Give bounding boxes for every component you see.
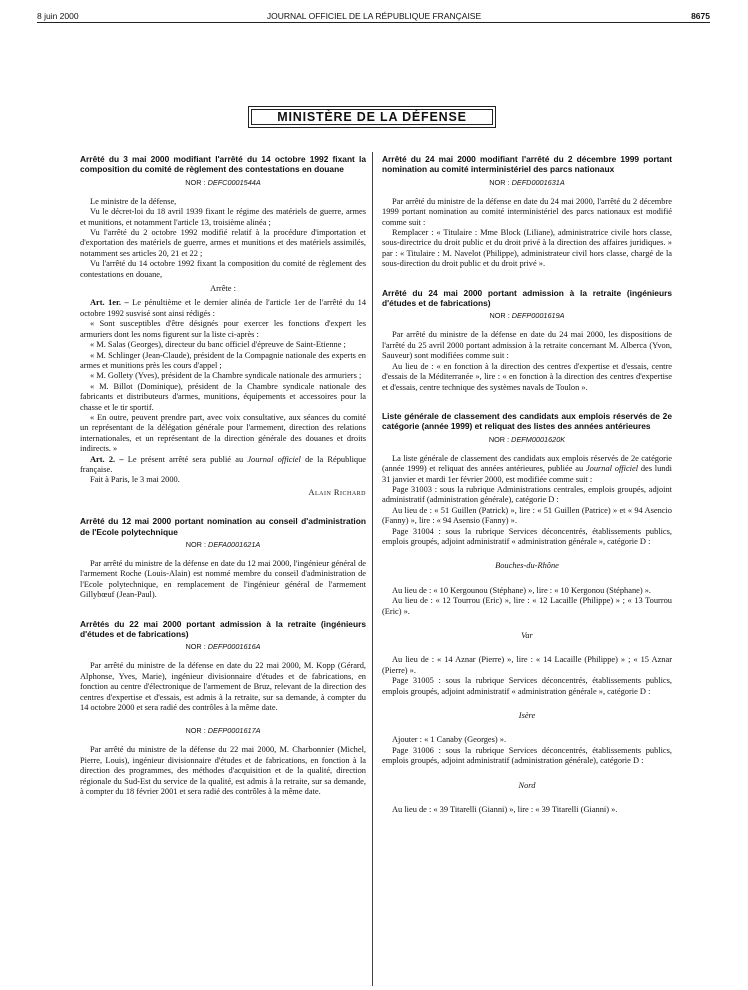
paragraph: Par arrêté du ministre de la défense en date du 24 mai 2000, les dispositions de l'arrêté du 25 avril 2000 portant admission à la retraite concernant M. Alberca (Yvon, Sauveur) sont modifiées comme suit : — [382, 330, 672, 361]
region-heading: Bouches-du-Rhône — [495, 561, 559, 571]
quote-paragraph: « En outre, peuvent prendre part, avec voix consultative, aux séances du comité un représentant de la délégation générale pour l'armement, direction des relations internationales, et un représentant de la direction générale des douanes et droits indirects. » — [80, 412, 366, 454]
paragraph: Page 31003 : sous la rubrique Administrations centrales, emplois groupés, adjoint administratif (administration générale), catégorie D : — [382, 484, 672, 505]
article-title: Arrêté du 12 mai 2000 portant nomination au conseil d'administration de l'Ecole polytechnique — [80, 516, 366, 537]
article-title: Arrêtés du 22 mai 2000 portant admission à la retraite (ingénieurs d'études et de fabrications) — [80, 618, 366, 640]
column-divider — [372, 152, 373, 986]
article-title: Arrêté du 24 mai 2000 modifiant l'arrêté du 2 décembre 1999 portant nomination au comité interministériel des parcs nationaux — [382, 154, 672, 175]
signature: Alain Richard — [308, 487, 366, 497]
paragraph: Page 31005 : sous la rubrique Services déconcentrés, établissements publics, emplois groupés, adjoint administratif « administration générale », catégorie D : — [382, 676, 672, 696]
paragraph: Au lieu de : « 14 Aznar (Pierre) », lire : « 14 Lacaille (Philippe) » ; « 15 Aznar (Pierre) ». — [382, 655, 672, 675]
quote-paragraph: « M. Salas (Georges), directeur du banc officiel d'épreuve de Saint-Etienne ; — [90, 340, 346, 350]
paragraph: Page 31006 : sous la rubrique Services déconcentrés, établissements publics, emplois groupés, adjoint administratif (administration générale), catégorie D : — [382, 745, 672, 766]
paragraph: Au lieu de : « 10 Kergounou (Stéphane) », lire : « 10 Kergonou (Stéphane) ». — [392, 585, 652, 595]
region-heading: Isère — [518, 711, 536, 721]
quote-paragraph: « M. Gollety (Yves), président de la Chambre syndicale nationale des armuriers ; — [90, 371, 362, 381]
paragraph: Vu l'arrêté du 14 octobre 1992 fixant la composition du comité de règlement des contestations en douane, — [80, 259, 366, 279]
paragraph: Par arrêté du ministre de la défense en date du 12 mai 2000, l'ingénieur général de l'armement Roche (Louis-Alain) est nommé membre du conseil d'administration de l'Ecole polytechnique, en remplacement de l'ingénieur général de l'armement Gillybœuf (Jean-Paul). — [80, 559, 366, 600]
header-date: 8 juin 2000 — [37, 11, 79, 21]
header-rule — [37, 22, 710, 23]
nor-reference: NOR : DEFP0001619A — [489, 311, 565, 321]
nor-reference: NOR : DEFD0001631A — [489, 177, 565, 187]
nor-reference: NOR : DEFP0001616A — [185, 642, 261, 652]
paragraph: Au lieu de : « 12 Tourrou (Eric) », lire : « 12 Lacaille (Philippe) » ; « 13 Tourrou (Eric) ». — [382, 596, 672, 616]
nor-reference: NOR : DEFA0001621A — [185, 540, 261, 549]
paragraph: Le ministre de la défense, — [90, 196, 177, 206]
right-column — [382, 154, 672, 984]
paragraph: Par arrêté du ministre de la défense en date du 22 mai 2000, M. Kopp (Gérard, Alphonse, Yves, Marie), ingénieur divisionnaire d'études et de fabrications, en fonction au centre d'électronique de l'armement de Bruz, relevant de la direction des centres d'expertise et d'essais, est admis à la retraite, sur sa demande, à compter du 14 octobre 2000 et sera radié des contrôles à la même date. — [80, 661, 366, 713]
paragraph: Par arrêté du ministre de la défense du 22 mai 2000, M. Charbonnier (Michel, Pierre, Louis), ingénieur divisionnaire d'études et de fabrications, en fonction à la direction des programmes, des méthodes d'acquisition et de la qualité, direction régionale du Sud-Est du service de la qualité, est admis à la retraite, sur sa demande, à compter du 18 février 2001 et sera radié des contrôles à la même date. — [80, 745, 366, 797]
paragraph: Vu le décret-loi du 18 avril 1939 fixant le régime des matériels de guerre, armes et munitions, et notamment l'article 13, troisième alinéa ; — [80, 207, 366, 227]
ministry-title: MINISTÈRE DE LA DÉFENSE — [251, 109, 493, 125]
ministry-box — [248, 106, 496, 128]
paragraph: La liste générale de classement des candidats aux emplois réservés de 2e catégorie (année 1999) et reliquat des années antérieures, publiée au Journal officiel des lundi 31 janvier et mardi 1er février 2000, est modifiée comme suit : — [382, 453, 672, 484]
paragraph: Par arrêté du ministre de la défense en date du 24 mai 2000, l'arrêté du 2 décembre 1999 portant nomination au comité interministériel des parcs nationaux est modifié comme suit : — [382, 196, 672, 227]
article-title: Liste générale de classement des candidats aux emplois réservés de 2e catégorie (année 1999) et reliquat des listes des années antérieures — [382, 410, 672, 432]
article-title: Arrêté du 3 mai 2000 modifiant l'arrêté du 14 octobre 1992 fixant la composition du comité de règlement des contestations en douane — [80, 154, 366, 175]
header-page-number: 8675 — [691, 11, 710, 21]
paragraph: Au lieu de : « 39 Titarelli (Gianni) », lire : « 39 Titarelli (Gianni) ». — [392, 805, 618, 815]
nor-reference: NOR : DEFC0001544A — [185, 177, 261, 187]
arrete-heading: Arrête : — [210, 284, 236, 294]
paragraph: Vu l'arrêté du 2 octobre 1992 modifié relatif à la procédure d'importation et d'exportation des matériels de guerre, armes et munitions et des matériels assimilés, notamment ses articles 20, 21 et 22 ; — [80, 228, 366, 258]
paragraph: Remplacer : « Titulaire : Mme Block (Liliane), administratrice civile hors classe, sous-directrice du droit public et du droit privé à la direction des affaires juridiques. » par : « Titulaire : M. Navelot (Philippe), administrateur civil hors classe, chargé de la sous-direction du droit public et du droit privé ». — [382, 228, 672, 269]
fait-a-paris: Fait à Paris, le 3 mai 2000. — [90, 475, 180, 485]
paragraph: Ajouter : « 1 Canaby (Georges) ». — [392, 735, 507, 745]
article-1: Art. 1er. – Le pénultième et le dernier alinéa de l'article 1er de l'arrêté du 14 octobre 1992 susvisé sont ainsi rédigés : — [80, 298, 366, 318]
nor-reference: NOR : DEFM0001620K — [488, 434, 566, 444]
header-journal-title: JOURNAL OFFICIEL DE LA RÉPUBLIQUE FRANÇAISE — [266, 11, 482, 21]
article-title: Arrêté du 24 mai 2000 portant admission à la retraite (ingénieurs d'études et de fabrications) — [382, 287, 672, 309]
left-column — [80, 154, 366, 984]
nor-reference: NOR : DEFP0001617A — [185, 726, 261, 736]
paragraph: Au lieu de : « en fonction à la direction des centres d'expertise et d'essais, centre d'essais de la Méditerranée », lire : « en fonction à la direction des centres d'expertise et d'essais, centre technique des systèmes navals de Toulon ». — [382, 361, 672, 392]
region-heading: Nord — [518, 780, 536, 790]
quote-paragraph: « Sont susceptibles d'être désignés pour exercer les fonctions d'expert les armuriers dont les noms figurent sur la liste ci-après : — [80, 319, 366, 339]
region-heading: Var — [521, 631, 533, 640]
paragraph: Au lieu de : « 51 Guillen (Patrick) », lire : « 51 Guillen (Patrice) » et « 94 Asencio (Fanny) », lire : « 94 Asensio (Fanny) ». — [382, 505, 672, 526]
quote-paragraph: « M. Schlinger (Jean-Claude), président de la Compagnie nationale des experts en armes et munitions près les cours d'appel ; — [80, 350, 366, 370]
quote-paragraph: « M. Billot (Dominique), président de la Chambre syndicale nationale des fabricants et distributeurs d'armes, munitions, équipements et accessoires pour la chasse et le tir sportif. — [80, 381, 366, 412]
article-2: Art. 2. – Le présent arrêté sera publié au Journal officiel de la République française. — [80, 454, 366, 474]
paragraph: Page 31004 : sous la rubrique Services déconcentrés, établissements publics, emplois groupés, adjoint administratif « administration générale », catégorie D : — [382, 526, 672, 546]
